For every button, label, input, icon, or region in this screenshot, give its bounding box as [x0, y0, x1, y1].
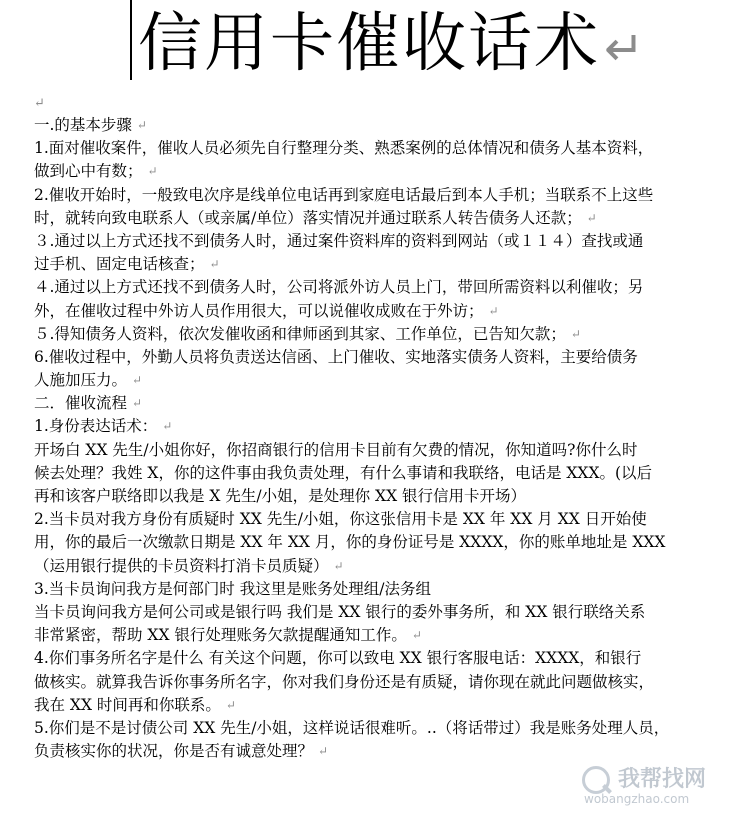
return-mark-icon: ↵ — [586, 210, 597, 225]
paragraph-line — [34, 694, 700, 717]
paragraph-line — [34, 276, 700, 299]
paragraph-line — [34, 114, 700, 137]
line-text: 当卡员询问我方是何公司或是银行吗 我们是 XX 银行的委外事务所，和 XX 银行联络关系 — [34, 602, 646, 621]
line-text: 做到心中有数； — [34, 162, 143, 181]
line-text: 外，在催收过程中外访人员作用很大，可以说催收成败在于外访； — [34, 301, 484, 320]
line-text: 做核实。就算我告诉你事务所名字，你对我们身份还是有质疑，请你现在就此问题做核实， — [34, 672, 655, 691]
line-text: 用，你的最后一次缴款日期是 XX 年 XX 月，你的身份证号是 XXXX，你的账单地址是 XXX — [34, 533, 666, 552]
line-text: 1.身份表达话术： — [34, 417, 158, 436]
return-mark-icon: ↵ — [225, 697, 236, 712]
return-mark-icon: ↵ — [136, 118, 147, 132]
line-text: ３.通过以上方式还找不到债务人时，通过案件资料库的资料到网站（或１１４）查找或通 — [34, 231, 644, 250]
return-mark-icon: ↵ — [570, 326, 581, 341]
paragraph-line — [34, 647, 700, 670]
line-text: 过手机、固定电话核查； — [34, 255, 205, 274]
paragraph-line — [34, 717, 700, 740]
line-text: 开场白 XX 先生/小姐你好，你招商银行的信用卡目前有欠费的情况，你知道吗?你什么时 — [34, 440, 638, 459]
line-text: 我在 XX 时间再和你联系。 — [34, 695, 221, 714]
line-text: 一.的基本步骤 — [34, 116, 132, 134]
return-mark-icon: ↵ — [488, 303, 499, 318]
return-mark-icon: ↵ — [317, 744, 329, 759]
document-title-text: 信用卡催收话术 — [138, 7, 600, 81]
line-text: （运用银行提供的卡员资料打消卡员质疑） — [34, 556, 329, 575]
line-text: 2.催收开始时，一般致电次序是线单位电话再到家庭电话最后到本人手机；当联系不上这些 — [34, 185, 654, 204]
line-text: 5.你们是不是讨债公司 XX 先生/小姐，这样说话很难听。..（将话带过）我是账务处理人员， — [34, 718, 670, 737]
paragraph-line — [34, 207, 700, 230]
paragraph-line — [34, 160, 700, 183]
paragraph-line — [34, 230, 700, 253]
text-cursor — [130, 0, 132, 80]
paragraph-line — [34, 508, 700, 531]
return-mark-icon: ↵ — [131, 373, 143, 388]
return-mark-icon: ↵ — [162, 419, 173, 434]
paragraph-line — [34, 578, 700, 601]
line-text: 人施加压力。 — [34, 371, 128, 390]
paragraph-line — [34, 346, 700, 369]
return-mark-icon: ↵ — [131, 396, 143, 411]
return-mark-icon: ↵ — [411, 628, 422, 643]
line-text: 4.你们事务所名字是什么 有关这个问题，你可以致电 XX 银行客服电话：XXXX，和银行 — [34, 649, 642, 668]
paragraph-line — [34, 531, 700, 554]
paragraph-line — [34, 439, 700, 462]
line-text: 3.当卡员询问我方是何部门时 我这里是账务处理组/法务组 — [34, 579, 431, 598]
paragraph-line — [34, 671, 700, 694]
paragraph-line — [34, 369, 700, 392]
line-text: 负责核实你的状况，你是否有诚意处理？ — [34, 742, 314, 761]
paragraph-line — [34, 555, 700, 578]
return-mark-icon: ↵ — [604, 21, 647, 77]
paragraph-line — [34, 601, 700, 624]
return-mark-icon: ↵ — [209, 257, 220, 272]
paragraph-line — [34, 462, 700, 485]
magnifier-logo-icon — [582, 766, 610, 794]
line-text: 时，就转向致电联系人（或亲属/单位）落实情况并通过联系人转告债务人还款； — [34, 208, 582, 227]
watermark-cn: 我帮找网 — [618, 767, 707, 792]
return-mark-icon: ↵ — [333, 558, 344, 573]
paragraph-line — [34, 415, 700, 438]
line-text: 候去处理？我姓 X，你的这件事由我负责处理，有什么事请和我联络，电话是 XXX。(以后 — [34, 463, 653, 482]
line-text: 6.催收过程中，外勤人员将负责送达信函、上门催收、实地落实债务人资料，主要给债务 — [34, 347, 638, 366]
paragraph-line — [34, 323, 700, 346]
paragraph-line — [34, 624, 700, 647]
title-area — [0, 0, 735, 92]
line-text: ４.通过以上方式还找不到债务人时，公司将派外访人员上门，带回所需资料以利催收；另 — [34, 278, 644, 297]
line-text: 再和该客户联络即以我是 X 先生/小姐，是处理你 XX 银行信用卡开场） — [34, 487, 527, 505]
line-text: 1.面对催收案件，催收人员必须先自行整理分类、熟悉案例的总体情况和债务人基本资料， — [34, 139, 654, 158]
document-body — [34, 114, 700, 763]
paragraph-line — [34, 485, 700, 508]
line-text: 二．催收流程 — [34, 394, 128, 413]
document-title — [138, 4, 646, 89]
line-text: 非常紧密，帮助 XX 银行处理账务欠款提醒通知工作。 — [34, 626, 407, 645]
watermark — [576, 760, 726, 810]
line-text: ５.得知债务人资料，依次发催收函和律师函到其家、工作单位，已告知欠款； — [34, 324, 566, 343]
paragraph-line — [34, 300, 700, 323]
return-mark-icon: ↵ — [34, 96, 45, 111]
paragraph-line — [34, 137, 700, 160]
watermark-en: wobangzhao.com — [584, 792, 690, 806]
paragraph-line — [34, 392, 700, 415]
return-mark-icon: ↵ — [147, 164, 158, 179]
line-text: 2.当卡员对我方身份有质疑时 XX 先生/小姐，你这张信用卡是 XX 年 XX 月 XX 日开始使 — [34, 510, 647, 529]
paragraph-line — [34, 184, 700, 207]
paragraph-line — [34, 253, 700, 276]
